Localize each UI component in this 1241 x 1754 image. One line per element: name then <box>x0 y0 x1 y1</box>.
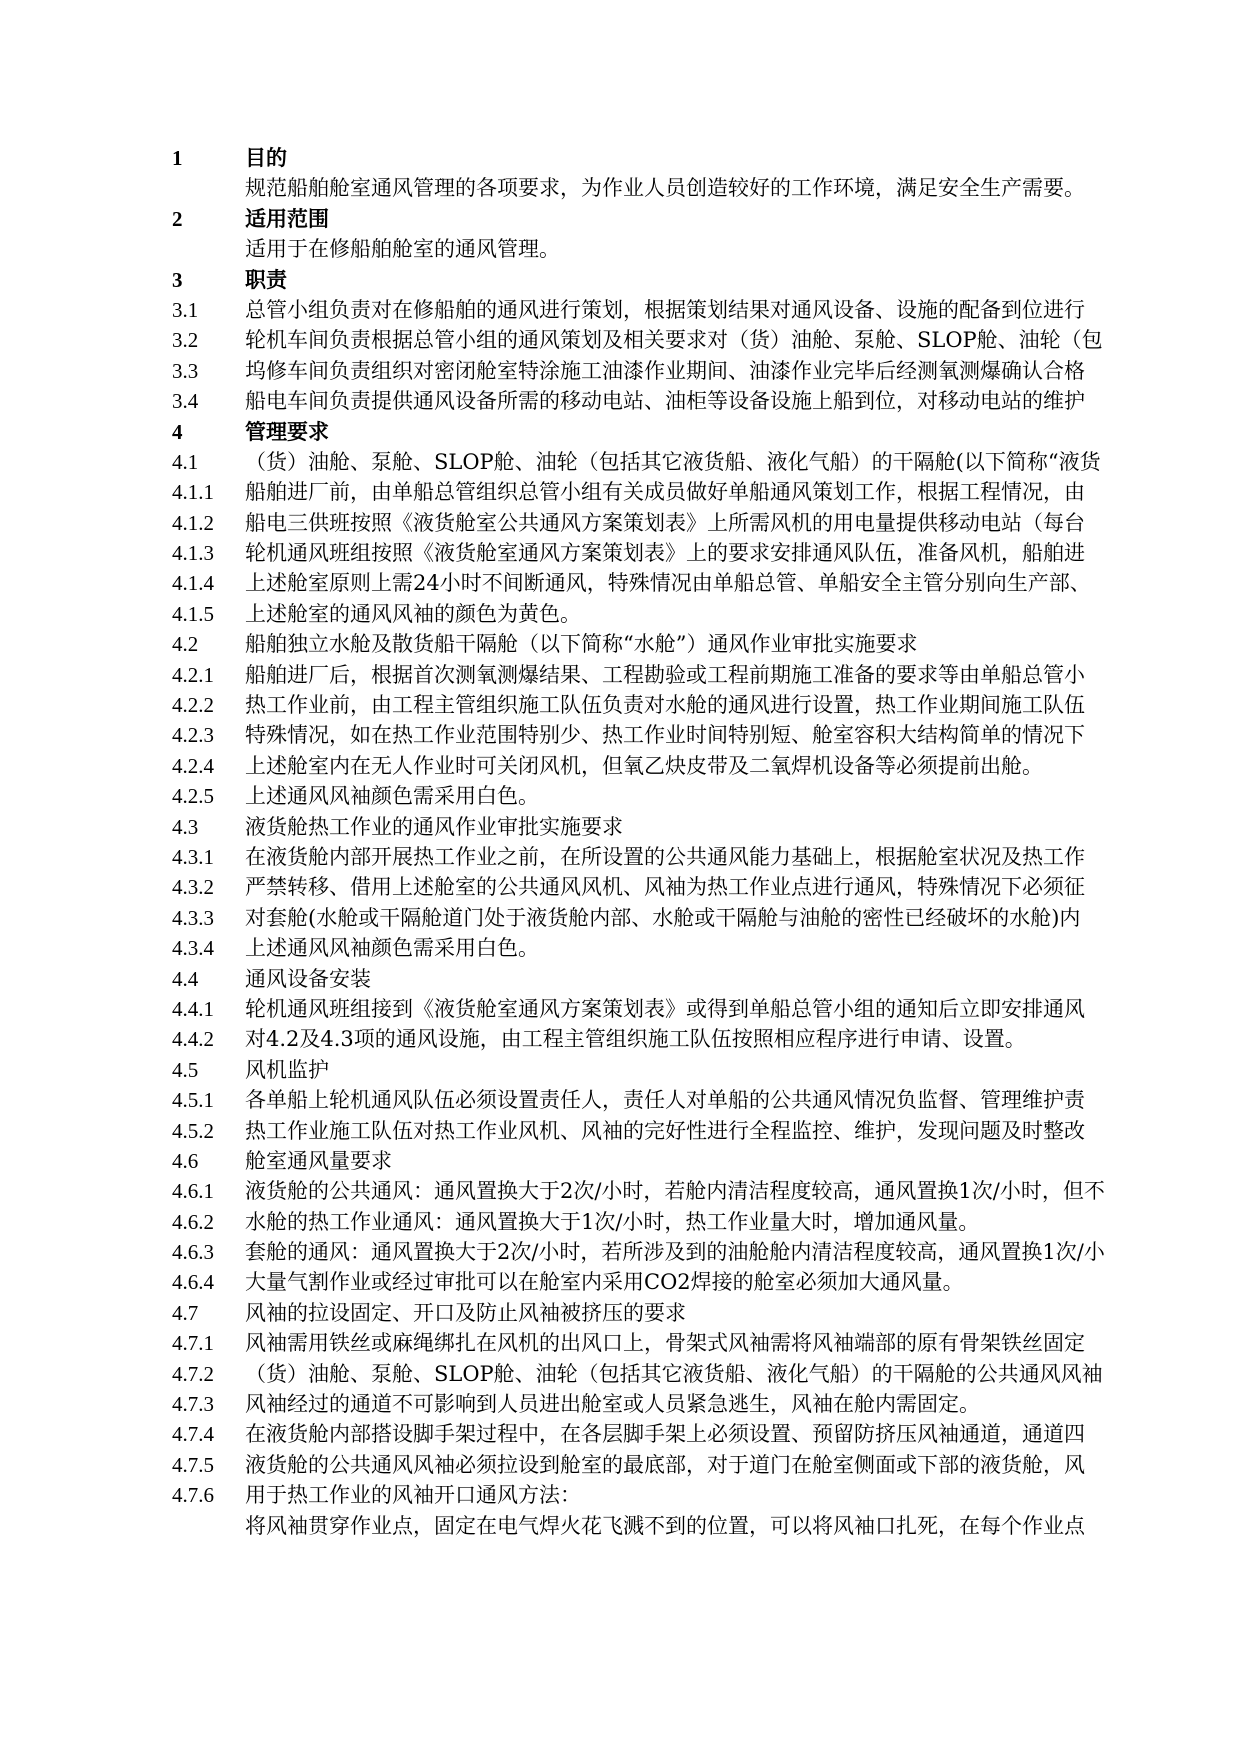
clause-text: 船舶独立水舱及散货船干隔舱（以下简称“水舱”）通风作业审批实施要求 <box>245 632 918 657</box>
clause-text: 在液货舱内部搭设脚手架过程中，在各层脚手架上必须设置、预留防挤压风袖通道，通道四 <box>245 1422 1085 1447</box>
clause-item <box>172 720 1241 750</box>
clause-text: 上述通风风袖颜色需采用白色。 <box>245 784 539 809</box>
section-heading <box>172 417 1241 447</box>
clause-item <box>172 356 1241 386</box>
clause-item <box>172 599 1241 629</box>
clause-number: 4.3.3 <box>172 905 214 930</box>
clause-text: 严禁转移、借用上述舱室的公共通风风机、风袖为热工作业点进行通风，特殊情况下必须征 <box>245 875 1085 900</box>
clause-item <box>172 477 1241 507</box>
clause-text: 液货舱的公共通风：通风置换大于2次/小时，若舱内清洁程度较高，通风置换1次/小时，但不 <box>245 1179 1105 1204</box>
clause-number: 4.1 <box>172 449 199 474</box>
clause-number: 4.7.3 <box>172 1392 214 1417</box>
clause-number: 4.7.4 <box>172 1422 214 1447</box>
clause-text: 坞修车间负责组织对密闭舱室特涂施工油漆作业期间、油漆作业完毕后经测氧测爆确认合格 <box>245 358 1085 383</box>
clause-text: 风袖经过的通道不可影响到人员进出舱室或人员紧急逃生，风袖在舱内需固定。 <box>245 1392 980 1417</box>
clause-text: （货）油舱、泵舱、SLOP舱、油轮（包括其它液货船、液化气船）的干隔舱(以下简称“液货 <box>245 449 1101 474</box>
clause-text: 上述舱室内在无人作业时可关闭风机，但氧乙炔皮带及二氧焊机设备等必须提前出舱。 <box>245 753 1043 778</box>
clause-text: 适用于在修船舶舱室的通风管理。 <box>245 237 560 262</box>
clause-text: 轮机通风班组接到《液货舱室通风方案策划表》或得到单船总管小组的通知后立即安排通风 <box>245 996 1085 1021</box>
clause-number: 4.2.4 <box>172 753 214 778</box>
clause-item <box>172 568 1241 598</box>
clause-item <box>172 1207 1241 1237</box>
clause-number: 4.7.5 <box>172 1452 214 1477</box>
clause-number: 4.5.2 <box>172 1118 214 1143</box>
clause-item <box>172 660 1241 690</box>
clause-text: 在液货舱内部开展热工作业之前，在所设置的公共通风能力基础上，根据舱室状况及热工作 <box>245 844 1085 869</box>
heading-text: 目的 <box>245 146 287 170</box>
clause-item <box>172 508 1241 538</box>
clause-item <box>172 842 1241 872</box>
clause-text: 风机监护 <box>245 1057 329 1082</box>
clause-number: 4.2 <box>172 632 199 657</box>
clause-number: 4.7 <box>172 1300 199 1325</box>
clause-text: 轮机车间负责根据总管小组的通风策划及相关要求对（货）油舱、泵舱、SLOP舱、油轮（包 <box>245 328 1103 353</box>
clause-number: 4.1.2 <box>172 510 214 535</box>
clause-item <box>172 1359 1241 1389</box>
paragraph-line <box>172 234 1241 264</box>
clause-number: 3.1 <box>172 297 199 322</box>
clause-number: 4.1.4 <box>172 571 214 596</box>
clause-number: 4.2.3 <box>172 723 214 748</box>
clause-item <box>172 1116 1241 1146</box>
clause-number: 4.6.1 <box>172 1179 214 1204</box>
document-body <box>172 143 1241 1541</box>
clause-item <box>172 751 1241 781</box>
clause-number: 3.2 <box>172 328 199 353</box>
clause-item <box>172 538 1241 568</box>
clause-item <box>172 1480 1241 1510</box>
section-heading <box>172 265 1241 295</box>
clause-item <box>172 1298 1241 1328</box>
clause-text: 热工作业施工队伍对热工作业风机、风袖的完好性进行全程监控、维护，发现问题及时整改 <box>245 1118 1085 1143</box>
clause-item <box>172 447 1241 477</box>
clause-number: 2 <box>172 206 183 231</box>
clause-number: 4.6 <box>172 1148 199 1173</box>
clause-number: 4.3.4 <box>172 936 214 961</box>
paragraph-line <box>172 173 1241 203</box>
clause-text: 船电三供班按照《液货舱室公共通风方案策划表》上所需风机的用电量提供移动电站（每台 <box>245 510 1085 535</box>
clause-text: 轮机通风班组按照《液货舱室通风方案策划表》上的要求安排通风队伍，准备风机，船舶进 <box>245 541 1085 566</box>
clause-number: 4.7.1 <box>172 1331 214 1356</box>
clause-text: 套舱的通风：通风置换大于2次/小时，若所涉及到的油舱舱内清洁程度较高，通风置换1次/小 <box>245 1240 1105 1265</box>
heading-text: 职责 <box>245 267 287 292</box>
clause-item <box>172 1085 1241 1115</box>
clause-item <box>172 1267 1241 1297</box>
clause-number: 4.4.1 <box>172 996 214 1021</box>
clause-item <box>172 964 1241 994</box>
clause-item <box>172 325 1241 355</box>
clause-number: 4.6.2 <box>172 1209 214 1234</box>
clause-text: 风袖需用铁丝或麻绳绑扎在风机的出风口上，骨架式风袖需将风袖端部的原有骨架铁丝固定 <box>245 1331 1085 1356</box>
clause-item <box>172 1237 1241 1267</box>
clause-number: 4.2.5 <box>172 784 214 809</box>
heading-text: 管理要求 <box>245 419 329 444</box>
clause-item <box>172 629 1241 659</box>
clause-text: 总管小组负责对在修船舶的通风进行策划，根据策划结果对通风设备、设施的配备到位进行 <box>245 297 1085 322</box>
clause-number: 4.1.1 <box>172 480 214 505</box>
clause-item <box>172 690 1241 720</box>
clause-item <box>172 1176 1241 1206</box>
clause-number: 4.7.2 <box>172 1361 214 1386</box>
section-heading <box>172 143 1241 173</box>
clause-number: 4.3.1 <box>172 844 214 869</box>
clause-number: 4.2.1 <box>172 662 214 687</box>
clause-item <box>172 1055 1241 1085</box>
clause-text: 上述通风风袖颜色需采用白色。 <box>245 936 539 961</box>
clause-text: 上述舱室原则上需24小时不间断通风，特殊情况由单船总管、单船安全主管分别向生产部、 <box>245 571 1091 596</box>
clause-text: 船电车间负责提供通风设备所需的移动电站、油柜等设备设施上船到位，对移动电站的维护 <box>245 389 1085 414</box>
clause-number: 4 <box>172 419 183 444</box>
clause-number: 1 <box>172 146 183 170</box>
clause-item <box>172 386 1241 416</box>
clause-item <box>172 1328 1241 1358</box>
clause-text: 各单船上轮机通风队伍必须设置责任人，责任人对单船的公共通风情况负监督、管理维护责 <box>245 1088 1085 1113</box>
clause-number: 3.3 <box>172 358 199 383</box>
clause-number: 4.3 <box>172 814 199 839</box>
clause-text: 液货舱的公共通风风袖必须拉设到舱室的最底部，对于道门在舱室侧面或下部的液货舱，风 <box>245 1452 1085 1477</box>
clause-text: （货）油舱、泵舱、SLOP舱、油轮（包括其它液货船、液化气船）的干隔舱的公共通风风袖 <box>245 1361 1103 1386</box>
clause-number: 4.1.3 <box>172 541 214 566</box>
clause-text: 液货舱热工作业的通风作业审批实施要求 <box>245 814 623 839</box>
clause-item <box>172 1389 1241 1419</box>
clause-item <box>172 1024 1241 1054</box>
clause-item <box>172 781 1241 811</box>
clause-number: 4.5 <box>172 1057 199 1082</box>
clause-number: 4.6.3 <box>172 1240 214 1265</box>
clause-item <box>172 903 1241 933</box>
clause-item <box>172 1146 1241 1176</box>
clause-number: 4.4.2 <box>172 1027 214 1052</box>
clause-item <box>172 295 1241 325</box>
clause-text: 将风袖贯穿作业点，固定在电气焊火花飞溅不到的位置，可以将风袖口扎死，在每个作业点 <box>245 1513 1085 1538</box>
heading-text: 适用范围 <box>245 206 329 231</box>
clause-number: 4.2.2 <box>172 693 214 718</box>
clause-text: 通风设备安装 <box>245 966 371 991</box>
clause-number: 4.1.5 <box>172 601 214 626</box>
paragraph-line <box>172 1511 1241 1541</box>
clause-item <box>172 994 1241 1024</box>
clause-number: 3 <box>172 267 183 292</box>
clause-text: 对套舱(水舱或干隔舱道门处于液货舱内部、水舱或干隔舱与油舱的密性已经破坏的水舱)内 <box>245 905 1081 930</box>
clause-text: 上述舱室的通风风袖的颜色为黄色。 <box>245 601 581 626</box>
section-heading <box>172 204 1241 234</box>
clause-text: 船舶进厂前，由单船总管组织总管小组有关成员做好单船通风策划工作，根据工程情况，由 <box>245 480 1085 505</box>
clause-text: 风袖的拉设固定、开口及防止风袖被挤压的要求 <box>245 1300 686 1325</box>
clause-item <box>172 1419 1241 1449</box>
clause-text: 热工作业前，由工程主管组织施工队伍负责对水舱的通风进行设置，热工作业期间施工队伍 <box>245 693 1085 718</box>
clause-text: 用于热工作业的风袖开口通风方法： <box>245 1483 581 1508</box>
clause-number: 4.6.4 <box>172 1270 214 1295</box>
clause-item <box>172 1450 1241 1480</box>
clause-number: 4.4 <box>172 966 199 991</box>
clause-text: 大量气割作业或经过审批可以在舱室内采用CO2焊接的舱室必须加大通风量。 <box>245 1270 964 1295</box>
clause-text: 船舶进厂后，根据首次测氧测爆结果、工程勘验或工程前期施工准备的要求等由单船总管小 <box>245 662 1085 687</box>
clause-text: 对4.2及4.3项的通风设施，由工程主管组织施工队伍按照相应程序进行申请、设置。 <box>245 1027 1026 1052</box>
clause-number: 4.5.1 <box>172 1088 214 1113</box>
clause-text: 水舱的热工作业通风：通风置换大于1次/小时，热工作业量大时，增加通风量。 <box>245 1209 980 1234</box>
clause-text: 规范船舶舱室通风管理的各项要求，为作业人员创造较好的工作环境，满足安全生产需要。 <box>245 176 1085 201</box>
clause-number: 4.7.6 <box>172 1483 214 1508</box>
clause-item <box>172 872 1241 902</box>
clause-text: 特殊情况，如在热工作业范围特别少、热工作业时间特别短、舱室容积大结构简单的情况下 <box>245 723 1085 748</box>
clause-text: 舱室通风量要求 <box>245 1148 392 1173</box>
clause-item <box>172 933 1241 963</box>
clause-number: 3.4 <box>172 389 199 414</box>
clause-item <box>172 812 1241 842</box>
clause-number: 4.3.2 <box>172 875 214 900</box>
